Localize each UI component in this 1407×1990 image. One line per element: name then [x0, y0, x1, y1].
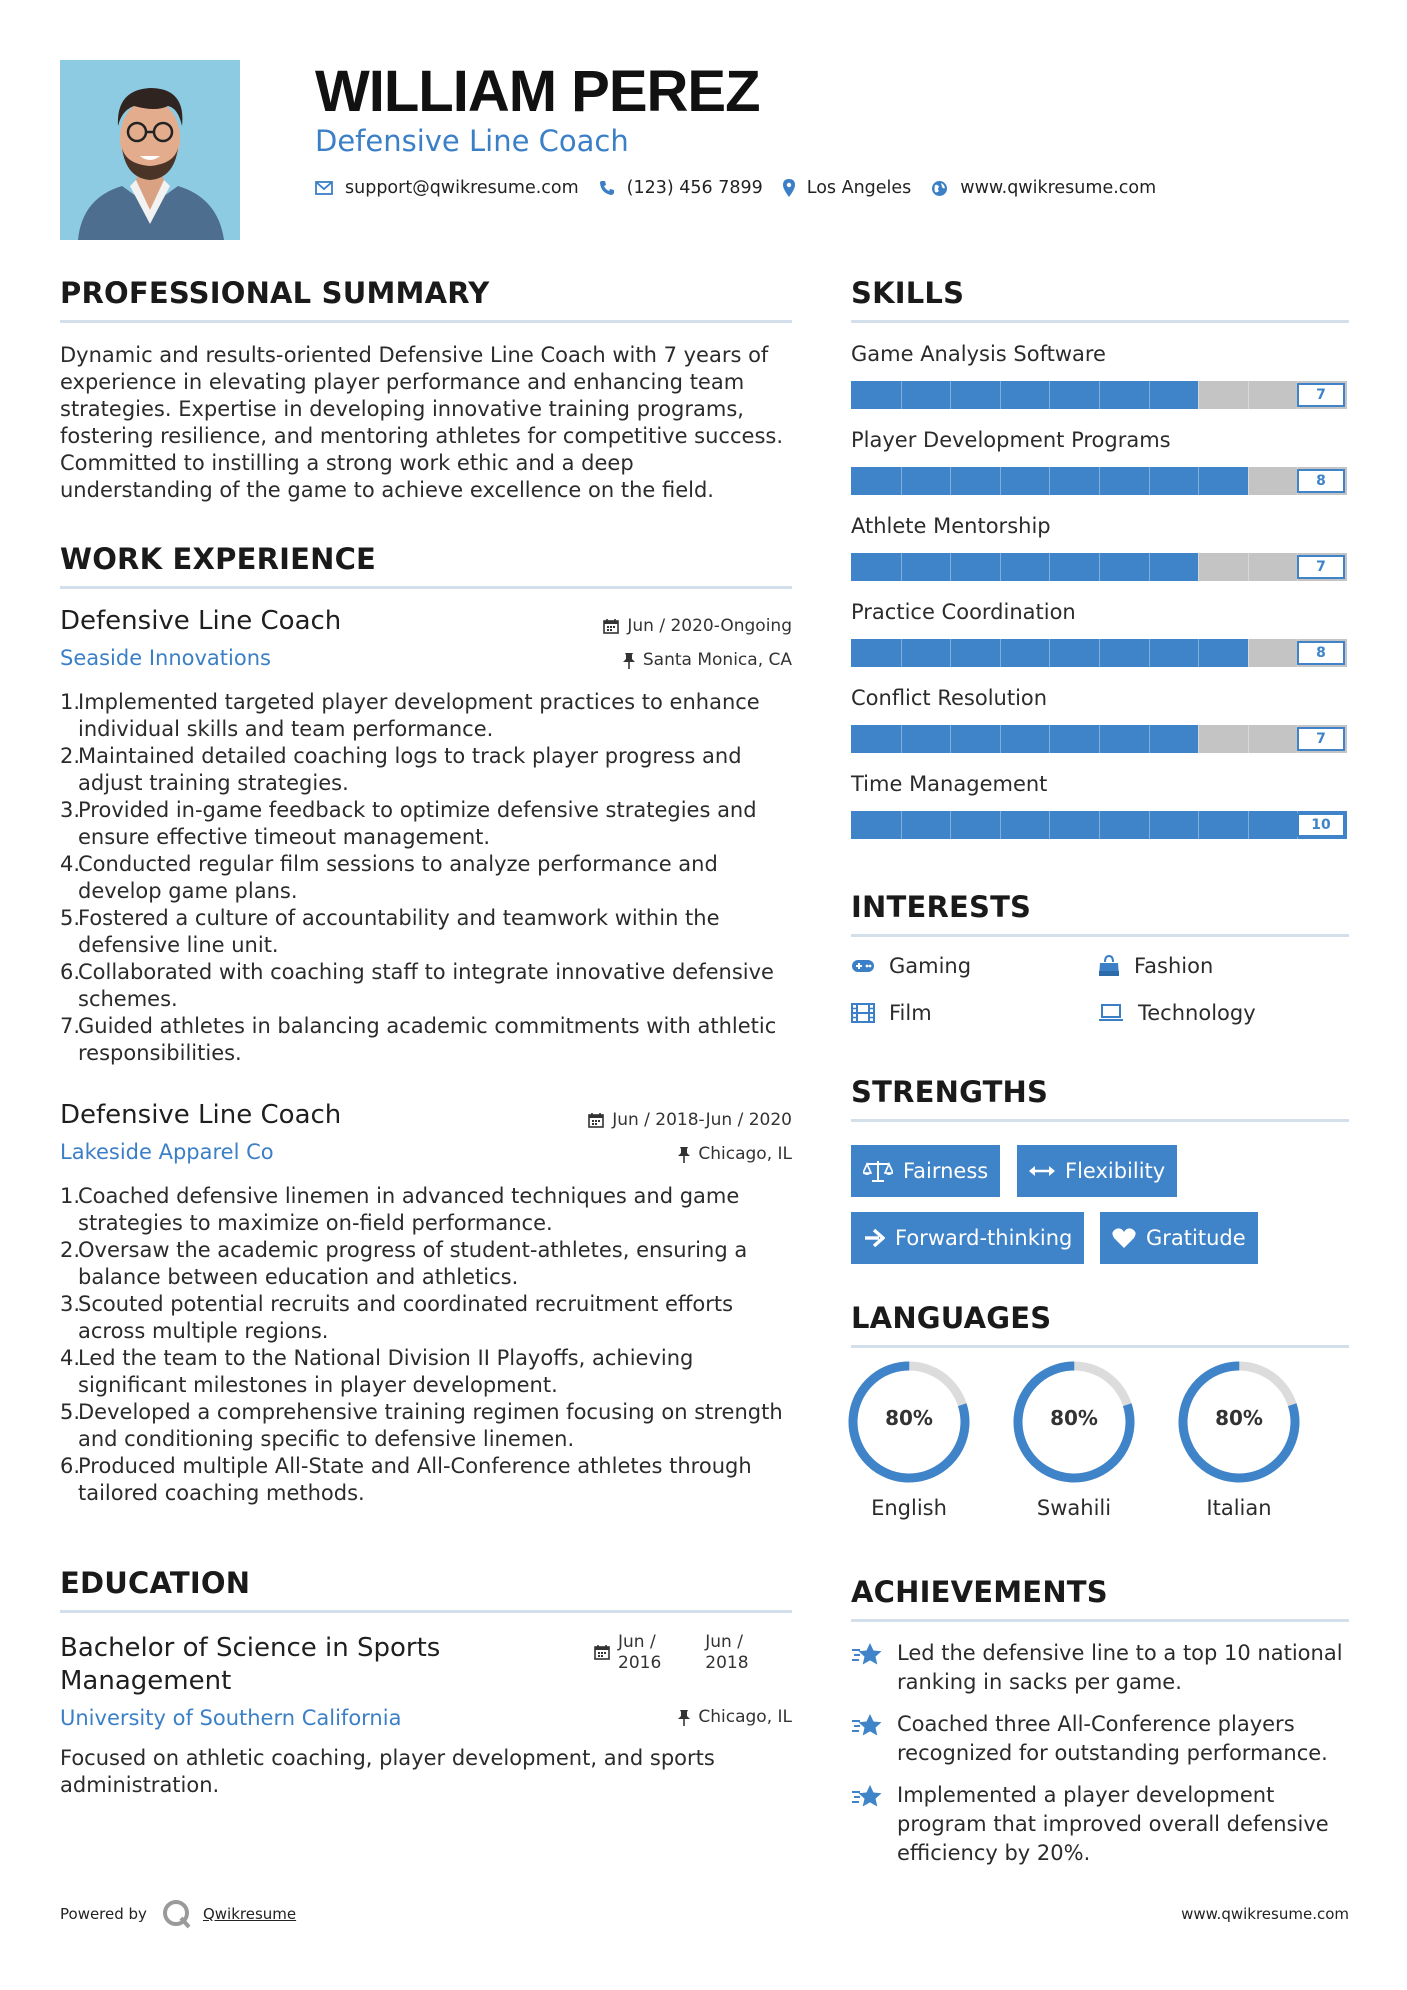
- skill-label: Game Analysis Software: [851, 342, 1106, 366]
- skill-label: Time Management: [851, 772, 1048, 796]
- bullet-text: Scouted potential recruits and coordinated recruitment efforts across multiple regions.: [78, 1292, 734, 1343]
- skill-bar-segment: [1198, 553, 1199, 581]
- candidate-name: WILLIAM PEREZ: [315, 59, 760, 124]
- bullet-number: 6.: [60, 1454, 81, 1478]
- skill-label: Conflict Resolution: [851, 686, 1048, 710]
- skill-bar-segment: [1149, 467, 1150, 495]
- interest-label: Film: [889, 1001, 932, 1025]
- skill-bar-fill: [851, 553, 1198, 581]
- skill-level-badge: 7: [1297, 383, 1345, 407]
- bullet-number: 2.: [60, 744, 81, 768]
- bullet-number: 5.: [60, 906, 81, 930]
- powered-by-text: Powered by: [60, 1905, 147, 1923]
- strength-badge-flexibility: [1017, 1145, 1177, 1197]
- job-company: Lakeside Apparel Co: [60, 1140, 274, 1164]
- job-bullet: [60, 1453, 792, 1507]
- qwikresume-logo-icon: [161, 1898, 193, 1930]
- job-title: Defensive Line Coach: [60, 1100, 342, 1130]
- strength-label: Gratitude: [1146, 1226, 1246, 1250]
- bullet-number: 3.: [60, 1292, 81, 1316]
- skill-level-badge: 7: [1297, 727, 1345, 751]
- job-location: [623, 650, 792, 670]
- skill-bar-segment: [1149, 725, 1150, 753]
- skill-bar: [851, 725, 1347, 753]
- calendar-icon: [594, 1644, 610, 1660]
- footer-website[interactable]: www.qwikresume.com: [1181, 1905, 1349, 1923]
- education-start-month: Jun /: [618, 1632, 656, 1652]
- summary-heading: PROFESSIONAL SUMMARY: [60, 276, 490, 310]
- skill-bar-segment: [1049, 639, 1050, 667]
- education-start-year: 2016: [618, 1653, 662, 1673]
- website-text: www.qwikresume.com: [960, 178, 1157, 198]
- skill-bar-segment: [1049, 811, 1050, 839]
- job-bullet: [60, 743, 792, 797]
- experience-divider: [60, 586, 792, 589]
- arrow-right-icon: [863, 1228, 885, 1248]
- job-bullet: [60, 1399, 792, 1453]
- skill-bar-segment: [1099, 381, 1100, 409]
- achievement-text: Implemented a player development program that improved overall defensive efficiency by 20%.: [897, 1783, 1329, 1865]
- skill-bar-segment: [950, 639, 951, 667]
- job-bullet: [60, 1237, 792, 1291]
- bullet-number: 1.: [60, 1184, 81, 1208]
- skills-divider: [851, 320, 1349, 323]
- languages-heading: LANGUAGES: [851, 1301, 1052, 1335]
- job-bullet: [60, 1183, 792, 1237]
- job-location-text: Chicago, IL: [698, 1144, 792, 1164]
- education-description: Focused on athletic coaching, player development, and sports administration.: [60, 1746, 715, 1797]
- languages-divider: [851, 1345, 1349, 1348]
- contact-website[interactable]: [931, 178, 1156, 198]
- interest-label: Technology: [1138, 1001, 1256, 1025]
- job-bullet: [60, 797, 792, 851]
- education-start: [618, 1632, 661, 1674]
- skill-bar-segment: [1198, 811, 1199, 839]
- contact-phone[interactable]: [599, 178, 763, 198]
- skill-bar-segment: [901, 725, 902, 753]
- bullet-number: 4.: [60, 852, 81, 876]
- footer-brand-link[interactable]: Qwikresume: [202, 1905, 297, 1923]
- interests-heading: INTERESTS: [851, 890, 1032, 924]
- skill-bar-segment: [1099, 811, 1100, 839]
- job-date: [603, 616, 792, 636]
- achievement-item: [851, 1710, 1351, 1768]
- calendar-icon: [588, 1112, 604, 1128]
- skill-bar: [851, 553, 1347, 581]
- job-bullet: [60, 1013, 792, 1067]
- bullet-text: Coached defensive linemen in advanced techniques and game strategies to maximize on-field performance.: [78, 1184, 740, 1235]
- education-end-month: Jun /: [705, 1632, 743, 1652]
- bullet-text: Led the team to the National Division II Playoffs, achieving significant milestones in player development.: [78, 1346, 694, 1397]
- laptop-icon: [1098, 1004, 1124, 1022]
- job-location-text: Santa Monica, CA: [642, 650, 792, 670]
- bullet-text: Guided athletes in balancing academic commitments with athletic responsibilities.: [78, 1014, 777, 1065]
- education-degree: Bachelor of Science in Sports Management: [60, 1633, 441, 1696]
- footer-powered-by: [60, 1898, 296, 1930]
- heart-icon: [1112, 1228, 1136, 1249]
- contact-email[interactable]: [315, 178, 579, 198]
- skill-bar-segment: [1248, 467, 1249, 495]
- job-bullets: [60, 689, 792, 1067]
- arrows-horizontal-icon: [1029, 1164, 1055, 1178]
- skill-bar: [851, 467, 1347, 495]
- achievement-text: Coached three All-Conference players recognized for outstanding performance.: [897, 1712, 1328, 1765]
- skill-bar-segment: [901, 639, 902, 667]
- skill-level-badge: 8: [1297, 641, 1345, 665]
- phone-icon: [599, 180, 615, 196]
- bullet-number: 5.: [60, 1400, 81, 1424]
- interest-item-gaming: [851, 954, 971, 978]
- profile-photo: [60, 60, 240, 240]
- skill-bar-segment: [901, 811, 902, 839]
- skill-bar-segment: [901, 381, 902, 409]
- skill-bar-segment: [1149, 811, 1150, 839]
- skill-bar-segment: [1000, 553, 1001, 581]
- interest-item-fashion: [1098, 954, 1213, 978]
- bullet-text: Implemented targeted player development practices to enhance individual skills and team performance.: [78, 690, 760, 741]
- job-date-text: Jun / 2018-Jun / 2020: [612, 1110, 792, 1130]
- skill-bar-segment: [1248, 639, 1249, 667]
- achievements-divider: [851, 1619, 1349, 1622]
- language-percent: 80%: [1050, 1406, 1098, 1430]
- skill-bar-segment: [1000, 725, 1001, 753]
- skill-bar-segment: [1000, 381, 1001, 409]
- skill-level-badge: 10: [1297, 813, 1345, 837]
- skill-bar-segment: [1248, 725, 1249, 753]
- map-marker-icon: [783, 179, 795, 197]
- education-location: [678, 1707, 792, 1727]
- skill-bar: [851, 381, 1347, 409]
- interests-divider: [851, 934, 1349, 937]
- strengths-divider: [851, 1119, 1349, 1122]
- bullet-number: 7.: [60, 1014, 81, 1038]
- strength-badge-fairness: [851, 1145, 1000, 1197]
- trophy-star-icon: [851, 1783, 883, 1811]
- interest-label: Gaming: [889, 954, 972, 978]
- education-dates: [594, 1632, 793, 1674]
- job-title: Defensive Line Coach: [60, 606, 342, 636]
- education-divider: [60, 1610, 792, 1613]
- skill-bar-segment: [1099, 725, 1100, 753]
- job-date: [588, 1110, 792, 1130]
- location-text: Los Angeles: [806, 178, 912, 198]
- job-bullet: [60, 959, 792, 1013]
- interest-label: Fashion: [1134, 954, 1214, 978]
- email-text: support@qwikresume.com: [345, 178, 579, 198]
- skill-bar-segment: [1099, 553, 1100, 581]
- pushpin-icon: [678, 1709, 690, 1726]
- strength-label: Flexibility: [1065, 1159, 1166, 1183]
- calendar-icon: [603, 618, 619, 634]
- language-name: Swahili: [1036, 1496, 1112, 1520]
- language-percent: 80%: [1215, 1406, 1263, 1430]
- education-location-text: Chicago, IL: [698, 1707, 792, 1727]
- bullet-text: Oversaw the academic progress of student-athletes, ensuring a balance between education and athletics.: [78, 1238, 748, 1289]
- language-percent: 80%: [885, 1406, 933, 1430]
- bullet-text: Provided in-game feedback to optimize defensive strategies and ensure effective timeout management.: [78, 798, 757, 849]
- language-item: [847, 1360, 971, 1520]
- skill-bar-segment: [950, 811, 951, 839]
- strengths-heading: STRENGTHS: [851, 1075, 1049, 1109]
- skill-bar-segment: [1248, 553, 1249, 581]
- skill-bar-segment: [1049, 725, 1050, 753]
- bullet-number: 1.: [60, 690, 81, 714]
- pushpin-icon: [678, 1146, 690, 1163]
- summary-divider: [60, 320, 792, 323]
- skill-label: Player Development Programs: [851, 428, 1171, 452]
- bullet-number: 3.: [60, 798, 81, 822]
- skill-bar-segment: [950, 553, 951, 581]
- job-company: Seaside Innovations: [60, 646, 271, 670]
- skill-bar-segment: [1149, 381, 1150, 409]
- contact-location: [783, 178, 912, 198]
- skill-bar-segment: [901, 467, 902, 495]
- skill-bar-segment: [1198, 725, 1199, 753]
- skill-bar: [851, 811, 1347, 839]
- skill-bar-segment: [1198, 639, 1199, 667]
- skill-level-badge: 7: [1297, 555, 1345, 579]
- bullet-number: 4.: [60, 1346, 81, 1370]
- skill-bar-segment: [1198, 381, 1199, 409]
- skill-bar-segment: [1248, 811, 1249, 839]
- job-bullet: [60, 851, 792, 905]
- job-bullet: [60, 1345, 792, 1399]
- film-icon: [851, 1003, 875, 1023]
- experience-heading: WORK EXPERIENCE: [60, 542, 377, 576]
- job-bullet: [60, 689, 792, 743]
- bullet-number: 6.: [60, 960, 81, 984]
- shopping-bag-icon: [1098, 955, 1120, 977]
- skill-bar-segment: [1099, 639, 1100, 667]
- skill-bar-fill: [851, 725, 1198, 753]
- skill-bar-segment: [950, 381, 951, 409]
- achievement-text: Led the defensive line to a top 10 national ranking in sacks per game.: [897, 1641, 1343, 1694]
- skill-bar-segment: [1000, 639, 1001, 667]
- interest-item-film: [851, 1001, 932, 1025]
- skill-bar-segment: [1149, 553, 1150, 581]
- skill-label: Athlete Mentorship: [851, 514, 1051, 538]
- education-heading: EDUCATION: [60, 1566, 251, 1600]
- skill-bar-segment: [1000, 467, 1001, 495]
- job-bullet: [60, 1291, 792, 1345]
- strength-badge-forward-thinking: [851, 1212, 1084, 1264]
- language-item: [1012, 1360, 1136, 1520]
- balance-scale-icon: [863, 1160, 893, 1182]
- envelope-icon: [315, 181, 333, 195]
- phone-text: (123) 456 7899: [626, 178, 763, 198]
- bullet-text: Produced multiple All-State and All-Conference athletes through tailored coaching methods.: [78, 1454, 752, 1505]
- skill-bar-segment: [1049, 381, 1050, 409]
- strength-badge-gratitude: [1100, 1212, 1258, 1264]
- job-location: [678, 1144, 792, 1164]
- job-bullet: [60, 905, 792, 959]
- skill-label: Practice Coordination: [851, 600, 1076, 624]
- language-name: Italian: [1206, 1496, 1272, 1520]
- strength-label: Forward-thinking: [895, 1226, 1073, 1250]
- skill-bar-segment: [901, 553, 902, 581]
- skill-bar-fill: [851, 381, 1198, 409]
- job-bullets: [60, 1183, 792, 1507]
- skill-bar-segment: [1198, 467, 1199, 495]
- skill-bar-segment: [950, 725, 951, 753]
- education-end-year: 2018: [705, 1653, 749, 1673]
- strength-label: Fairness: [903, 1159, 989, 1183]
- bullet-text: Maintained detailed coaching logs to track player progress and adjust training strategies.: [78, 744, 742, 795]
- skill-level-badge: 8: [1297, 469, 1345, 493]
- bullet-text: Conducted regular film sessions to analyze performance and develop game plans.: [78, 852, 718, 903]
- pushpin-icon: [623, 652, 635, 669]
- skills-heading: SKILLS: [851, 276, 965, 310]
- achievement-item: [851, 1639, 1351, 1697]
- skill-bar-segment: [1049, 553, 1050, 581]
- trophy-star-icon: [851, 1641, 883, 1669]
- contact-bar: [315, 178, 1176, 198]
- candidate-role: Defensive Line Coach: [315, 124, 629, 158]
- skill-bar-segment: [1248, 381, 1249, 409]
- achievement-item: [851, 1781, 1351, 1868]
- language-item: [1177, 1360, 1301, 1520]
- skill-bar-segment: [1099, 467, 1100, 495]
- bullet-text: Fostered a culture of accountability and teamwork within the defensive line unit.: [78, 906, 720, 957]
- skill-bar-segment: [1049, 467, 1050, 495]
- trophy-star-icon: [851, 1712, 883, 1740]
- education-school: University of Southern California: [60, 1706, 402, 1730]
- education-end: [705, 1632, 748, 1674]
- globe-icon: [931, 180, 948, 197]
- skill-bar: [851, 639, 1347, 667]
- gamepad-icon: [851, 958, 875, 974]
- bullet-text: Developed a comprehensive training regimen focusing on strength and conditioning specific to defensive linemen.: [78, 1400, 783, 1451]
- job-date-text: Jun / 2020-Ongoing: [627, 616, 792, 636]
- skill-bar-segment: [950, 467, 951, 495]
- skill-bar-segment: [1149, 639, 1150, 667]
- achievements-heading: ACHIEVEMENTS: [851, 1575, 1108, 1609]
- bullet-text: Collaborated with coaching staff to integrate innovative defensive schemes.: [78, 960, 774, 1011]
- language-name: English: [871, 1496, 947, 1520]
- interest-item-technology: [1098, 1001, 1256, 1025]
- skill-bar-segment: [1000, 811, 1001, 839]
- summary-text: Dynamic and results-oriented Defensive Line Coach with 7 years of experience in elevating player performance and enhancing team strategies. Expertise in developing innovative training programs, fostering resilience, and mentoring athletes for competitive success. Committed to instilling a strong work ethic and a deep understanding of the game to achieve excellence on the field.: [60, 343, 784, 502]
- bullet-number: 2.: [60, 1238, 81, 1262]
